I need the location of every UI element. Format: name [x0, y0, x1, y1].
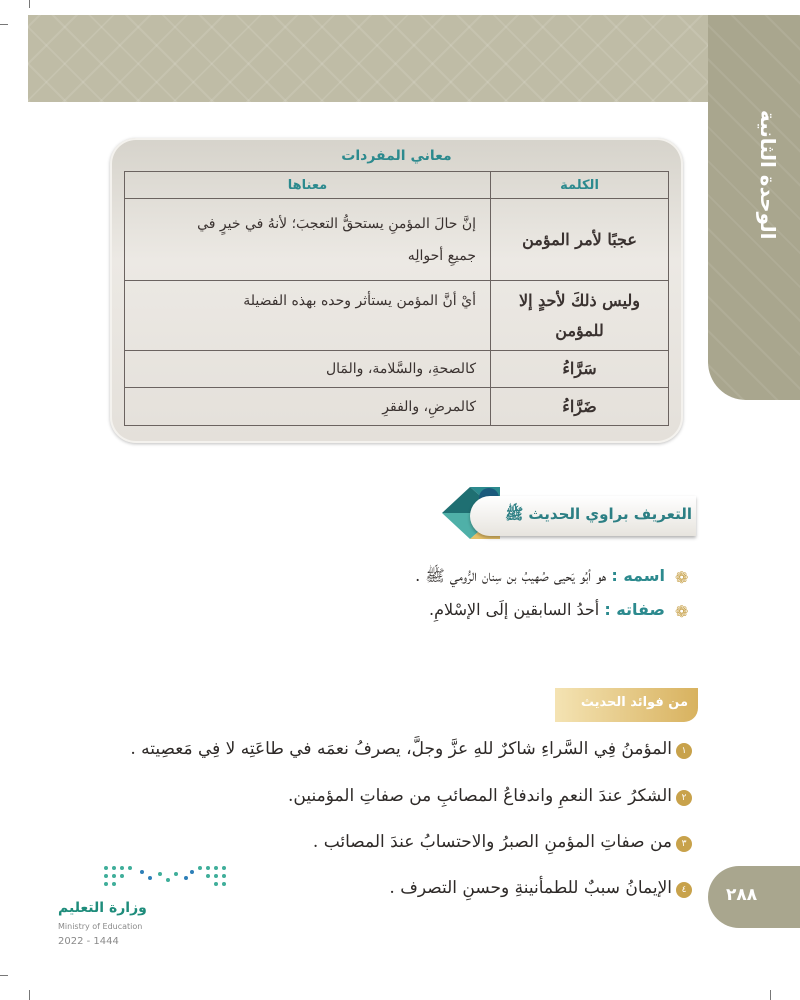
column-header-word: الكلمة [491, 172, 669, 199]
word-line: للمؤمن [555, 320, 604, 340]
table-row [125, 351, 669, 388]
word-cell: سَرَّاءُ [491, 351, 669, 388]
crop-mark [0, 24, 8, 25]
number-badge: ١ [676, 743, 692, 759]
meaning-line: جميعِ أحوالِه [407, 247, 476, 264]
meaning-cell: كالمرضِ، والفقرِ [125, 388, 491, 426]
ministry-year: 2022 - 1444 [58, 936, 119, 947]
unit-label: الوحدة الثانية [756, 110, 780, 240]
crop-mark [770, 990, 771, 1000]
benefit-item: المؤمنُ فِي السَّراءِ شاكرٌ للهِ عزَّ وجلَّ، يصرفُ نعمَه في طاعَتِه لا فِي مَعصِيته . [130, 739, 672, 759]
benefit-item: الشكرُ عندَ النعمِ واندفاعُ المصائبِ من صفاتِ المؤمنين. [287, 786, 672, 806]
name-value: هو أبُو يَحيى صُهيبُ بن سِنان الرُّومي ﷺ . [415, 566, 607, 585]
vocabulary-panel [110, 138, 683, 443]
column-header-meaning: معناها [125, 172, 491, 199]
number-badge: ٣ [676, 836, 692, 852]
ministry-dots-icon [100, 862, 230, 892]
vocabulary-table [124, 171, 669, 426]
word-line: وليس ذلكَ لأحدٍ إلا [518, 290, 640, 310]
meaning-line: إنَّ حالَ المؤمنِ يستحقُّ التعجبَ؛ لأنهُ في خيرٍ في [197, 215, 476, 232]
narrator-title: التعريف براوي الحديث ﷺ [505, 505, 692, 523]
ministry-arabic-name: وزارة التعليم [58, 900, 147, 916]
name-label: اسمه : [611, 566, 665, 585]
page-number-tab [708, 866, 800, 928]
table-row [125, 281, 669, 351]
crop-mark [0, 975, 8, 976]
page-number: ٢٨٨ [726, 885, 758, 905]
crop-mark [29, 990, 30, 1000]
narrator-trait-line [429, 600, 665, 619]
narrator-name-line [415, 566, 665, 589]
flower-bullet-icon: ❁ [675, 568, 689, 587]
meaning-cell: كالصحةِ، والسَّلامة، والمَال [125, 351, 491, 388]
word-cell: عجبًا لأمر المؤمن [491, 199, 669, 281]
unit-side-tab [708, 15, 800, 400]
table-header-row [125, 172, 669, 199]
number-badge: ٤ [676, 882, 692, 898]
benefits-header [555, 688, 698, 722]
trait-value: أحدُ السابقين إلَى الإسْلامِ. [429, 600, 600, 619]
benefit-item: الإيمانُ سببٌ للطمأنينةِ وحسنِ التصرف . [389, 878, 672, 898]
meaning-cell: أيْ أنَّ المؤمن يستأثر وحده بهذه الفضيلة [125, 281, 491, 351]
table-row [125, 199, 669, 281]
meaning-cell [125, 199, 491, 281]
header-band [28, 15, 800, 102]
vocabulary-title: معاني المفردات [341, 148, 452, 164]
ministry-english-name: Ministry of Education [58, 922, 143, 931]
table-row [125, 388, 669, 426]
benefits-title: من فوائد الحديث [580, 695, 688, 710]
crop-mark [29, 0, 30, 8]
trait-label: صفاته : [604, 600, 665, 619]
flower-bullet-icon: ❁ [675, 602, 689, 621]
benefit-item: من صفاتِ المؤمنِ الصبرُ والاحتسابُ عندَ المصائب . [312, 832, 672, 852]
number-badge: ٢ [676, 790, 692, 806]
word-cell [491, 281, 669, 351]
word-cell: ضَرَّاءُ [491, 388, 669, 426]
